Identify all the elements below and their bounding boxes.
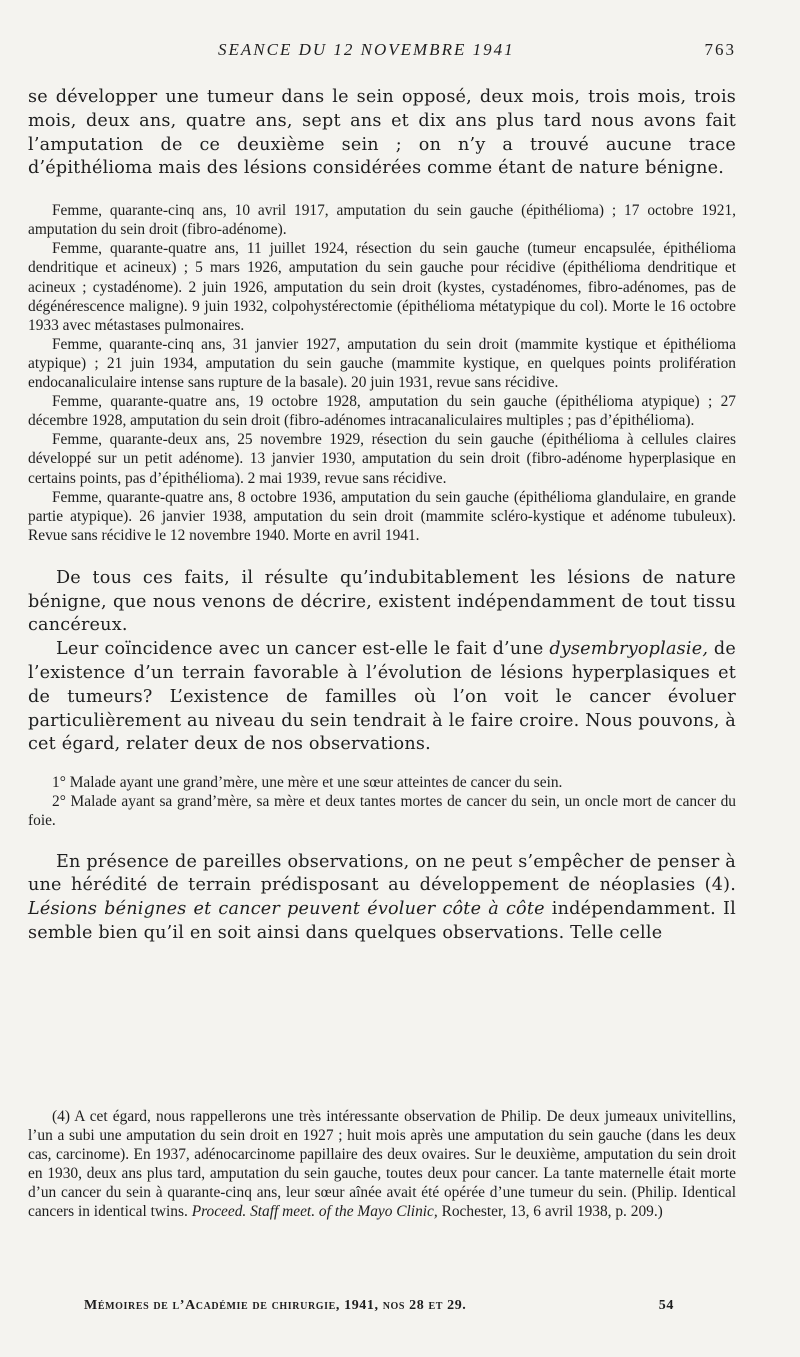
observation-item: Femme, quarante-quatre ans, 8 octobre 1936, amputation du sein gauche (épithélioma glandulaire, en grande partie atypique). 26 janvier 1938, amputation du sein droit (mammite scléro-kystique et adénome tubuleux). Revue sans récidive le 12 novembre 1940. Morte en avril 1941. [28,488,736,544]
footnote-text-after: Rochester, 13, 6 avril 1938, p. 209.) [437,1203,663,1221]
question-text-before: Leur coïncidence avec un cancer est-elle le fait d’une [56,639,550,660]
sheet-number: 54 [658,1298,674,1313]
observation-item: Femme, quarante-cinq ans, 10 avril 1917, amputation du sein gauche (épithélioma) ; 17 octobre 1921, amputation du sein droit (fibro-adénome). [28,202,736,239]
footnote-journal: Proceed. Staff meet. of the Mayo Clinic, [191,1203,438,1221]
closing-italic-phrase: Lésions bénignes et cancer peuvent évoluer côte à côte [28,899,545,920]
footnote-text-before: (4) A cet égard, nous rappellerons une très intéressante observation de Philip. De deux jumeaux univitellins, l’un a subi une amputation du sein droit en 1927 ; huit mois après une amputation du sein gauche (dans les deux cas, carcinome). En 1937, adénocarcinome papillaire des deux ovaires. Sur le deuxième, amputation du sein droit en 1930, deux ans plus tard, amputation du sein gauche, toutes deux pour cancer. La tante maternelle était morte d’un cancer du sein à quarante-cinq ans, leur sœur aînée avait été opérée d’une tumeur du sein. (Philip. Identical cancers in identical twins. [28,1108,736,1221]
closing-text-before: En présence de pareilles observations, on ne peut s’empêcher de penser à une hérédité de terrain prédisposant au développement de néoplasies (4). [28,851,736,896]
footnote-section [28,1107,736,1222]
family-case-item: 2° Malade ayant sa grand’mère, sa mère et deux tantes mortes de cancer du sein, un oncle mort de cancer du foie. [28,793,736,830]
page-number: 763 [704,40,736,59]
question-paragraph [28,638,736,757]
main-text [28,86,736,946]
opening-paragraph: se développer une tumeur dans le sein opposé, deux mois, trois mois, trois mois, deux ans, quatre ans, sept ans et dix ans plus tard nous avons fait l’amputation de ce deuxième sein ; on n’y a trouvé aucune trace d’épithélioma mais des lésions considérées comme étant de nature bénigne. [28,87,736,179]
family-case-list [28,773,736,830]
observation-item: Femme, quarante-cinq ans, 31 janvier 1927, amputation du sein droit (mammite kystique et épithélioma atypique) ; 21 juin 1934, amputation du sein gauche (mammite kystique, en quelques points prolifération endocanaliculaire intense sans rupture de la basale). 20 juin 1931, revue sans récidive. [28,335,736,392]
observation-item: Femme, quarante-quatre ans, 19 octobre 1928, amputation du sein gauche (épithélioma atypique) ; 27 décembre 1928, amputation du sein droit (fibro-adénomes intracanaliculaires multiples ; pas d’épithélioma). [28,393,736,430]
question-italic-term: dysembryoplasie, [549,639,709,660]
footnote-4 [28,1107,736,1222]
question-text-after: de l’existence d’un terrain favorable à l’évolution de lésions hyperplasiques et de tumeurs? L’existence de familles où l’on voit le cancer évoluer particulièrement au niveau du sein tendrait à le faire croire. Nous pouvons, à cet égard, relater deux de nos observations. [28,639,737,755]
conclusion-paragraph: De tous ces faits, il résulte qu’indubitablement les lésions de nature bénigne, que nous venons de décrire, existent indépendamment de tout tissu cancéreux. [28,567,736,636]
observation-item: Femme, quarante-deux ans, 25 novembre 1929, résection du sein gauche (épithélioma à cellules claires développé sur un petit adénome). 13 janvier 1930, amputation du sein droit (fibro-adénome hyperplasique en certains points, pas d’épithélioma). 2 mai 1939, revue sans récidive. [28,431,736,487]
closing-paragraph [28,851,736,946]
observation-list [28,201,736,545]
closing-text-after: indépendamment. Il semble bien qu’il en soit ainsi dans quelques observations. Telle celle [28,899,736,943]
family-case-item: 1° Malade ayant une grand’mère, une mère et une sœur atteintes de cancer du sein. [52,774,563,792]
publication-line: Mémoires de l’Académie de chirurgie, 1941, nos 28 et 29. [84,1298,467,1313]
observation-item: Femme, quarante-quatre ans, 11 juillet 1924, résection du sein gauche (tumeur encapsulée, épithélioma dendritique et acineux) ; 5 mars 1926, amputation du sein gauche pour récidive (épithélioma dendritique et acineux ; cystadénome). 2 juin 1926, amputation du sein droit (kystes, cystadénomes, fibro-adénomes, pas de dégénérescence maligne). 9 juin 1932, colpohystérectomie (épithélioma métatypique du col). Morte le 16 octobre 1933 avec métastases pulmonaires. [28,240,736,334]
running-title: SEANCE DU 12 NOVEMBRE 1941 [218,40,515,59]
